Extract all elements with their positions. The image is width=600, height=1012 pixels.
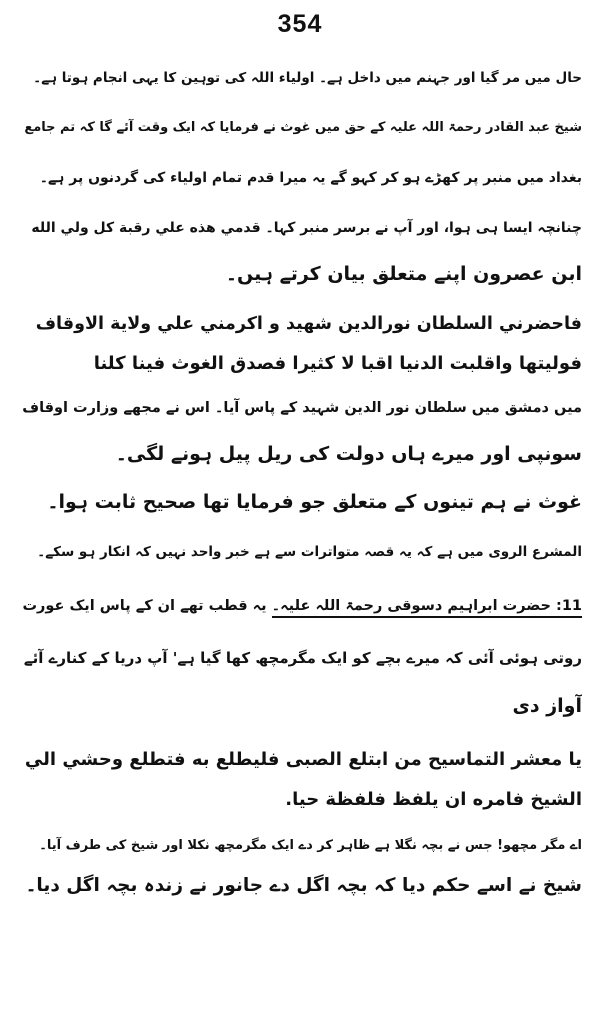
text-line-11: المشرع الروی میں ہے کہ یہ قصہ متواترات سے ہے خبر واحد نہیں کہ انکار ہو سکے۔ [37, 544, 582, 560]
text-line-1: حال میں مر گیا اور جہنم میں داخل ہے۔ اولیاء اللہ کی توہین کا یہی انجام ہوتا ہے۔ [33, 70, 582, 86]
text-line-8: میں دمشق میں سلطان نور الدین شہید کے پاس آیا۔ اس نے مجھے وزارت اوقاف [22, 400, 582, 416]
text-line-3: بغداد میں منبر پر کھڑے ہو کر کہو گے یہ میرا قدم تمام اولیاء کی گردنوں پر ہے۔ [39, 170, 582, 186]
text-line-9: سونپی اور میرے ہاں دولت کی ریل پیل ہونے لگی۔ [115, 443, 582, 465]
page-number: 354 [277, 10, 323, 38]
text-line-14: آواز دی [512, 695, 582, 717]
underlined-heading: 11: حضرت ابراہیم دسوقی رحمۃ اللہ علیہ۔ [272, 598, 582, 618]
arabic-quote-line-1: فاحضرني السلطان نورالدين شهيد و اكرمني علي ولاية الاوقاف [35, 314, 582, 334]
text-line-17: اے مگر مچھو! جس نے بچہ نگلا ہے ظاہر کر دے ایک مگرمچھ نکلا اور شیخ کی طرف آیا۔ [39, 838, 582, 853]
arabic-quote-line-4: الشيخ فامره ان يلفظ فلفظة حيا. [285, 789, 582, 810]
text-line-2: شیخ عبد القادر رحمۃ اللہ علیہ کے حق میں غوث نے فرمایا کہ ایک وقت آئے گا کہ تم جامع [24, 120, 582, 135]
text-line-4: چنانچہ ایسا ہی ہوا، اور آپ نے برسر منبر کہا۔ قدمي هذه علي رقبة كل ولي الله [31, 220, 582, 236]
section-heading-line [22, 590, 582, 624]
arabic-quote-line-2: فوليتها واقلبت الدنيا اقبا لا كثيرا فصدق الغوث فينا كلنا [93, 353, 582, 374]
text-line-18: شیخ نے اسے حکم دیا کہ بچہ اگل دے جانور نے زندہ بچہ اگل دیا۔ [25, 875, 582, 896]
section-heading-rest: یہ قطب تھے ان کے پاس ایک عورت [22, 598, 267, 614]
arabic-quote-line-3: يا معشر التماسيح من ابتلع الصبی فليطلع به فتطلع وحشي الي [24, 749, 582, 770]
text-line-13: روتی ہوئی آئی کہ میرے بچے کو ایک مگرمچھ کھا گیا ہے' آپ دریا کے کنارے آئے [23, 649, 582, 667]
text-line-10: غوث نے ہم تینوں کے متعلق جو فرمایا تھا صحیح ثابت ہوا۔ [47, 491, 582, 513]
text-line-5: ابن عصرون اپنے متعلق بیان کرتے ہیں۔ [225, 263, 582, 285]
